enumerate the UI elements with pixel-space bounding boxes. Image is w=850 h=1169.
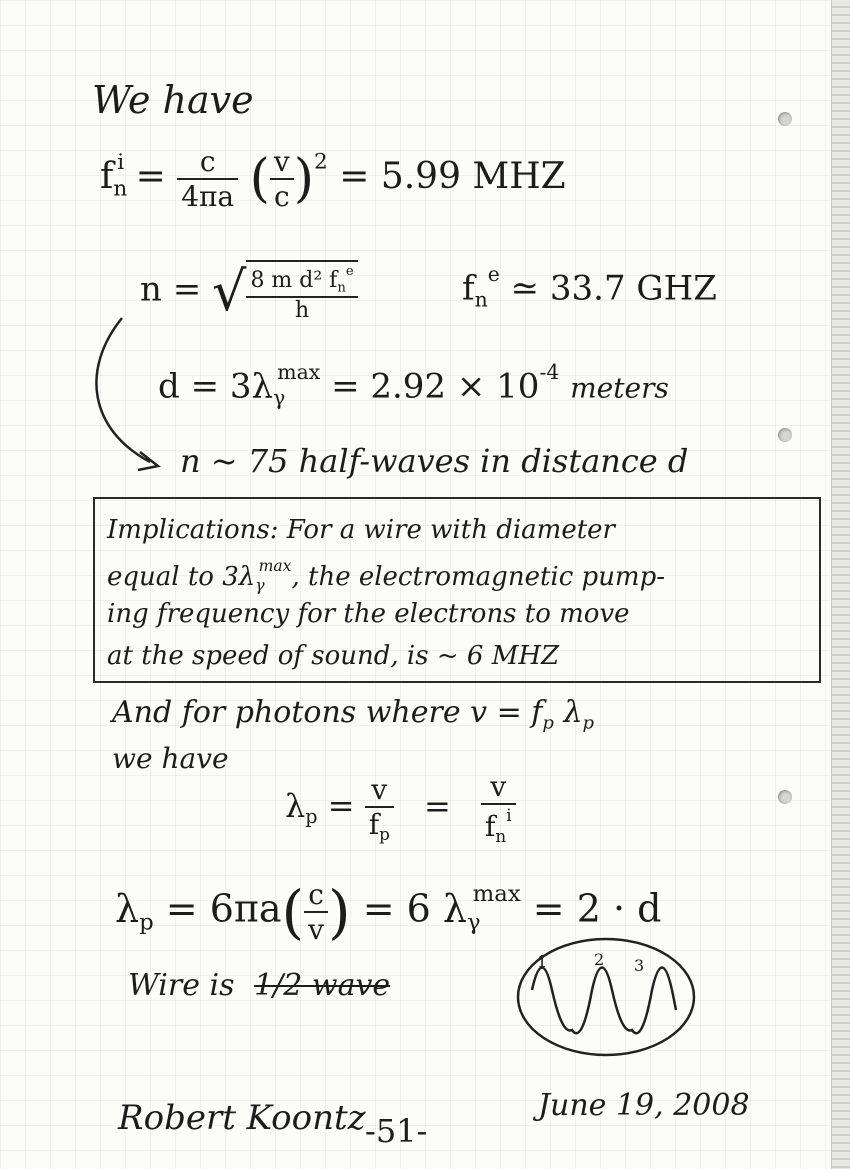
implications-line-4: at the speed of sound, is ~ 6 MHZ (107, 641, 560, 671)
eq1-sub: n (113, 176, 128, 202)
eq5-lhs: λ (285, 786, 306, 825)
eq6-paren-num: c (304, 878, 328, 913)
implications-line-2-sup: max (258, 557, 292, 575)
eq3-unit: meters (570, 371, 669, 405)
eq2-lhs: n = (140, 269, 202, 310)
eq1-paren-num: v (270, 145, 294, 180)
eq3-exp: -4 (539, 360, 560, 384)
photons-mid: λ (553, 695, 583, 730)
eq5-lhs-sub: p (305, 805, 318, 829)
implications-line-1: Implications: For a wire with diameter (107, 515, 615, 545)
eq2-f-sub: n (474, 287, 488, 312)
signature: Robert Koontz (118, 1098, 366, 1138)
implications-line-3: ing frequency for the electrons to move (107, 599, 630, 629)
photons-line-2: we have (112, 742, 229, 775)
wire-text: Wire is (128, 968, 235, 1003)
date: June 19, 2008 (538, 1088, 750, 1123)
eq1-paren-den: c (273, 180, 290, 213)
eq1-result: = 5.99 MHZ (339, 156, 566, 197)
eq2-radicand-den: h (294, 297, 310, 323)
eq6-end: = 2 · d (532, 886, 662, 931)
eq6-mid: = 6πa (165, 886, 282, 931)
eq5-den2-sub: n (495, 825, 507, 846)
eq6-rhs-sub: γ (466, 909, 481, 936)
photons-sub-a: p (542, 712, 554, 734)
implications-line-2b: , the electromagnetic pump- (291, 562, 666, 593)
eq2-radicand-num: 8 m d² f (250, 268, 338, 294)
eq2-f-value: ≃ 33.7 GHZ (510, 268, 717, 309)
eq2-f-sup: e (487, 262, 500, 286)
eq6-paren-den: v (308, 913, 324, 946)
equation-n-root: n = √ $\frac{8 m d^2 f_n^e}{h}$ (140, 260, 358, 323)
eq6-lhs-sub: p (139, 909, 154, 936)
eq3-lhs: d = 3λ (158, 366, 274, 407)
eq5-num2: v (481, 770, 516, 805)
eq5-eq2: = (424, 786, 451, 825)
eq5-den2-sup: i (506, 805, 512, 825)
eq3-sub: γ (273, 385, 286, 410)
implications-line-2-sub: γ (255, 576, 265, 595)
eq5-den1: f (368, 807, 380, 841)
wave-label-1: 1 (537, 952, 548, 971)
eq2-radicand-sup: e (345, 264, 354, 280)
photons-sub-b: p (582, 712, 594, 734)
eq1-lhs: f (100, 156, 114, 197)
eq6-rhs-sup: max (472, 880, 521, 907)
eq1-num: c (177, 145, 238, 180)
eq2-radicand-sub: n (337, 280, 346, 296)
intro-text: We have (92, 78, 254, 122)
eq4-text: n ~ 75 half-waves in distance d (180, 442, 689, 480)
equation-lambda-p-2: $\lambda_p = 6\pi a$( $\frac{c}{v}$ ) = 6 $\lambda_\gamma^{max} = 2 \cdot d$ (115, 878, 662, 946)
eq5-eq: = (327, 786, 355, 825)
eq5-den2: f (485, 810, 496, 844)
wave-label-3: 3 (634, 956, 645, 975)
eq5-den1-sub: p (379, 823, 390, 844)
eq3-middle: = 2.92 × 10 (331, 366, 540, 407)
eq5-num1: v (365, 773, 394, 808)
eq6-lhs: λ (115, 886, 140, 931)
photons-line-1a: And for photons where v = f (112, 695, 543, 730)
implications-line-2a: equal to 3λ (107, 562, 256, 593)
wire-struck-text: 1/2 wave (254, 968, 391, 1003)
equation-frequency-i: $f_n^i$ = $\frac{c}{4\pi a}$ ( $\frac{v}{c}$ )$^2$ = 5.99 MHZ (100, 145, 566, 213)
eq6-rhs: = 6 λ (362, 886, 467, 931)
eq1-den: 4πa (181, 180, 235, 213)
page-number: -51- (365, 1112, 428, 1150)
eq1-power: 2 (314, 149, 328, 175)
eq2-f-label: f (462, 268, 475, 309)
eq1-sup: i (117, 149, 125, 175)
eq3-sup: max (277, 360, 321, 384)
wave-label-2: 2 (594, 950, 605, 969)
